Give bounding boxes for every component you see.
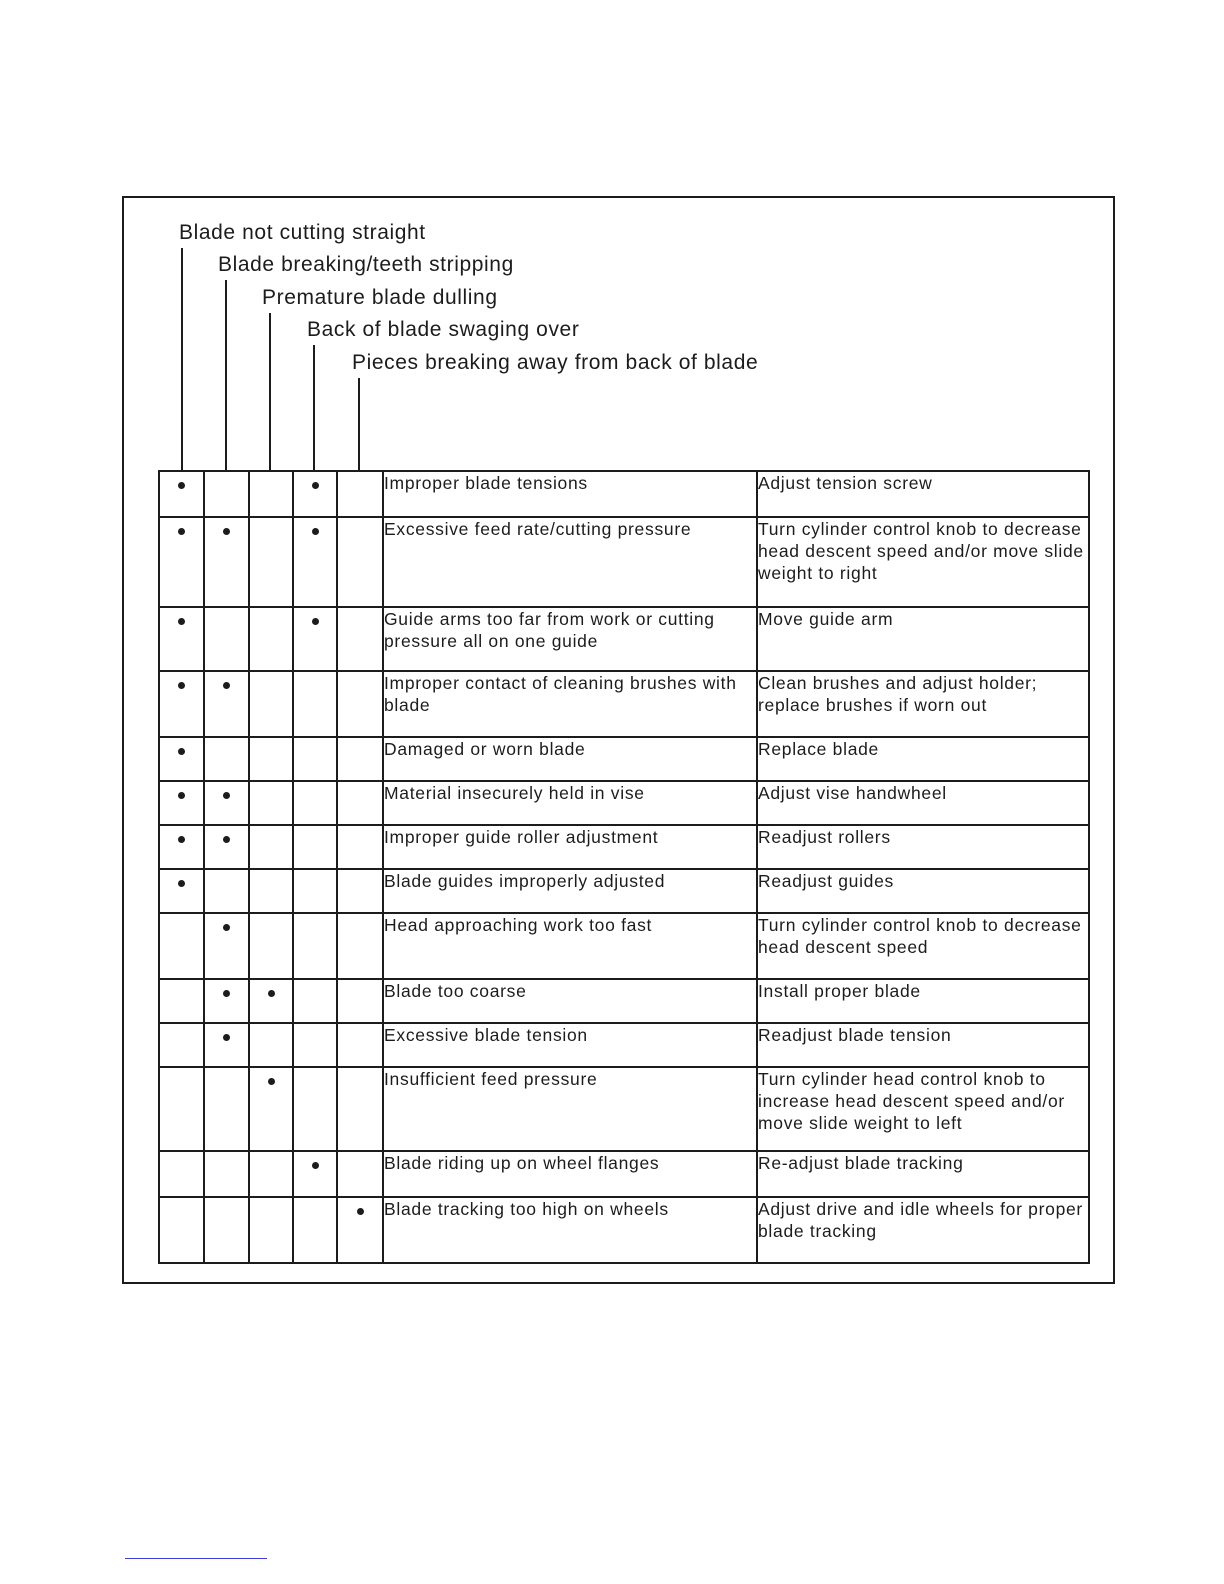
symptom-cell-2 bbox=[204, 1151, 249, 1197]
symptom-cell-2 bbox=[204, 737, 249, 781]
symptom-cell-4 bbox=[293, 1151, 337, 1197]
table-row bbox=[159, 517, 1089, 607]
remedy-cell: Clean brushes and adjust holder; replace brushes if worn out bbox=[757, 671, 1089, 737]
cause-cell: Blade too coarse bbox=[383, 979, 757, 1023]
table-row bbox=[159, 671, 1089, 737]
symptom-cell-4 bbox=[293, 979, 337, 1023]
symptom-cell-4 bbox=[293, 1023, 337, 1067]
symptom-cell-2 bbox=[204, 517, 249, 607]
symptom-cell-2 bbox=[204, 825, 249, 869]
symptom-cell-1 bbox=[159, 869, 204, 913]
symptom-cell-3 bbox=[249, 517, 293, 607]
symptom-label-5: Pieces breaking away from back of blade bbox=[352, 351, 759, 374]
symptom-cell-1 bbox=[159, 517, 204, 607]
symptom-label-3: Premature blade dulling bbox=[262, 286, 498, 309]
remedy-cell: Replace blade bbox=[757, 737, 1089, 781]
symptom-cell-5 bbox=[337, 517, 383, 607]
remedy-cell: Turn cylinder control knob to decrease head descent speed bbox=[757, 913, 1089, 979]
cause-cell: Guide arms too far from work or cutting pressure all on one guide bbox=[383, 607, 757, 671]
bullet-dot-icon bbox=[223, 990, 230, 997]
symptom-cell-5 bbox=[337, 825, 383, 869]
cause-cell: Excessive feed rate/cutting pressure bbox=[383, 517, 757, 607]
symptom-cell-3 bbox=[249, 471, 293, 517]
bullet-dot-icon bbox=[223, 924, 230, 931]
cause-cell: Damaged or worn blade bbox=[383, 737, 757, 781]
symptom-cell-2 bbox=[204, 607, 249, 671]
cause-cell: Insufficient feed pressure bbox=[383, 1067, 757, 1151]
cause-cell: Head approaching work too fast bbox=[383, 913, 757, 979]
symptom-cell-4 bbox=[293, 1197, 337, 1263]
bullet-dot-icon bbox=[268, 990, 275, 997]
bullet-dot-icon bbox=[312, 1162, 319, 1169]
symptom-cell-4 bbox=[293, 517, 337, 607]
symptom-cell-5 bbox=[337, 1151, 383, 1197]
symptom-cell-5 bbox=[337, 913, 383, 979]
table-row bbox=[159, 1067, 1089, 1151]
symptom-cell-5 bbox=[337, 1023, 383, 1067]
symptom-cell-1 bbox=[159, 781, 204, 825]
symptom-cell-3 bbox=[249, 913, 293, 979]
table-row bbox=[159, 737, 1089, 781]
symptom-cell-4 bbox=[293, 913, 337, 979]
remedy-cell: Readjust rollers bbox=[757, 825, 1089, 869]
symptom-cell-1 bbox=[159, 737, 204, 781]
table-row bbox=[159, 471, 1089, 517]
bullet-dot-icon bbox=[223, 792, 230, 799]
symptom-cell-4 bbox=[293, 1067, 337, 1151]
symptom-leader-line-3 bbox=[269, 313, 271, 471]
table-row bbox=[159, 913, 1089, 979]
symptom-label-4: Back of blade swaging over bbox=[307, 318, 580, 341]
symptom-label-2: Blade breaking/teeth stripping bbox=[218, 253, 514, 276]
bullet-dot-icon bbox=[312, 482, 319, 489]
cause-cell: Blade tracking too high on wheels bbox=[383, 1197, 757, 1263]
symptom-cell-3 bbox=[249, 781, 293, 825]
remedy-cell: Turn cylinder head control knob to increase head descent speed and/or move slide weight to left bbox=[757, 1067, 1089, 1151]
bullet-dot-icon bbox=[223, 528, 230, 535]
cause-cell: Blade riding up on wheel flanges bbox=[383, 1151, 757, 1197]
symptom-cell-3 bbox=[249, 869, 293, 913]
bullet-dot-icon bbox=[178, 528, 185, 535]
symptom-cell-4 bbox=[293, 737, 337, 781]
remedy-cell: Adjust drive and idle wheels for proper blade tracking bbox=[757, 1197, 1089, 1263]
cause-cell: Material insecurely held in vise bbox=[383, 781, 757, 825]
symptom-leader-line-1 bbox=[181, 248, 183, 471]
remedy-cell: Install proper blade bbox=[757, 979, 1089, 1023]
symptom-cell-4 bbox=[293, 825, 337, 869]
bullet-dot-icon bbox=[312, 528, 319, 535]
symptom-cell-3 bbox=[249, 671, 293, 737]
remedy-cell: Adjust tension screw bbox=[757, 471, 1089, 517]
symptom-cell-1 bbox=[159, 471, 204, 517]
symptom-cell-2 bbox=[204, 671, 249, 737]
symptom-cell-2 bbox=[204, 781, 249, 825]
cause-cell: Improper contact of cleaning brushes with blade bbox=[383, 671, 757, 737]
bullet-dot-icon bbox=[357, 1208, 364, 1215]
symptom-cell-4 bbox=[293, 671, 337, 737]
bullet-dot-icon bbox=[178, 482, 185, 489]
bullet-dot-icon bbox=[223, 836, 230, 843]
symptom-cell-2 bbox=[204, 471, 249, 517]
cause-cell: Improper guide roller adjustment bbox=[383, 825, 757, 869]
symptom-cell-2 bbox=[204, 1023, 249, 1067]
symptom-cell-3 bbox=[249, 1151, 293, 1197]
symptom-cell-3 bbox=[249, 825, 293, 869]
symptom-cell-3 bbox=[249, 1067, 293, 1151]
symptom-cell-3 bbox=[249, 1197, 293, 1263]
remedy-cell: Readjust guides bbox=[757, 869, 1089, 913]
bullet-dot-icon bbox=[312, 618, 319, 625]
symptom-cell-4 bbox=[293, 607, 337, 671]
table-row bbox=[159, 825, 1089, 869]
symptom-cell-1 bbox=[159, 825, 204, 869]
symptom-cell-1 bbox=[159, 671, 204, 737]
symptom-cell-2 bbox=[204, 913, 249, 979]
symptom-cell-1 bbox=[159, 1151, 204, 1197]
symptom-label-1: Blade not cutting straight bbox=[179, 221, 426, 244]
symptom-cell-2 bbox=[204, 869, 249, 913]
remedy-cell: Turn cylinder control knob to decrease head descent speed and/or move slide weight to right bbox=[757, 517, 1089, 607]
symptom-cell-2 bbox=[204, 979, 249, 1023]
remedy-cell: Adjust vise handwheel bbox=[757, 781, 1089, 825]
symptom-cell-5 bbox=[337, 869, 383, 913]
symptom-cell-5 bbox=[337, 781, 383, 825]
symptom-leader-line-2 bbox=[225, 280, 227, 471]
symptom-cell-5 bbox=[337, 671, 383, 737]
remedy-cell: Re-adjust blade tracking bbox=[757, 1151, 1089, 1197]
remedy-cell: Readjust blade tension bbox=[757, 1023, 1089, 1067]
symptom-cell-2 bbox=[204, 1197, 249, 1263]
symptom-cell-5 bbox=[337, 607, 383, 671]
symptom-cell-5 bbox=[337, 737, 383, 781]
table-row bbox=[159, 869, 1089, 913]
bullet-dot-icon bbox=[223, 682, 230, 689]
symptom-cell-3 bbox=[249, 979, 293, 1023]
symptom-cell-5 bbox=[337, 1197, 383, 1263]
cause-cell: Excessive blade tension bbox=[383, 1023, 757, 1067]
bullet-dot-icon bbox=[178, 618, 185, 625]
table-row bbox=[159, 979, 1089, 1023]
table-row bbox=[159, 1197, 1089, 1263]
symptom-cell-5 bbox=[337, 979, 383, 1023]
symptom-cell-3 bbox=[249, 737, 293, 781]
symptom-cell-4 bbox=[293, 781, 337, 825]
bullet-dot-icon bbox=[178, 748, 185, 755]
symptom-cell-4 bbox=[293, 869, 337, 913]
bullet-dot-icon bbox=[178, 836, 185, 843]
bullet-dot-icon bbox=[178, 682, 185, 689]
symptom-leader-line-5 bbox=[358, 378, 360, 471]
bullet-dot-icon bbox=[223, 1034, 230, 1041]
bullet-dot-icon bbox=[178, 880, 185, 887]
symptom-cell-1 bbox=[159, 913, 204, 979]
symptom-leader-line-4 bbox=[313, 345, 315, 471]
symptom-cell-1 bbox=[159, 1023, 204, 1067]
symptom-cell-1 bbox=[159, 607, 204, 671]
symptom-cell-3 bbox=[249, 607, 293, 671]
cause-cell: Blade guides improperly adjusted bbox=[383, 869, 757, 913]
troubleshooting-table bbox=[158, 470, 1090, 1264]
symptom-cell-1 bbox=[159, 979, 204, 1023]
table-row bbox=[159, 1023, 1089, 1067]
symptom-cell-4 bbox=[293, 471, 337, 517]
cause-cell: Improper blade tensions bbox=[383, 471, 757, 517]
symptom-cell-5 bbox=[337, 1067, 383, 1151]
remedy-cell: Move guide arm bbox=[757, 607, 1089, 671]
bullet-dot-icon bbox=[268, 1078, 275, 1085]
table-row bbox=[159, 1151, 1089, 1197]
symptom-cell-5 bbox=[337, 471, 383, 517]
footnote-rule bbox=[125, 1558, 267, 1559]
symptom-cell-1 bbox=[159, 1067, 204, 1151]
table-row bbox=[159, 781, 1089, 825]
symptom-cell-1 bbox=[159, 1197, 204, 1263]
symptom-cell-2 bbox=[204, 1067, 249, 1151]
bullet-dot-icon bbox=[178, 792, 185, 799]
symptom-cell-3 bbox=[249, 1023, 293, 1067]
table-row bbox=[159, 607, 1089, 671]
